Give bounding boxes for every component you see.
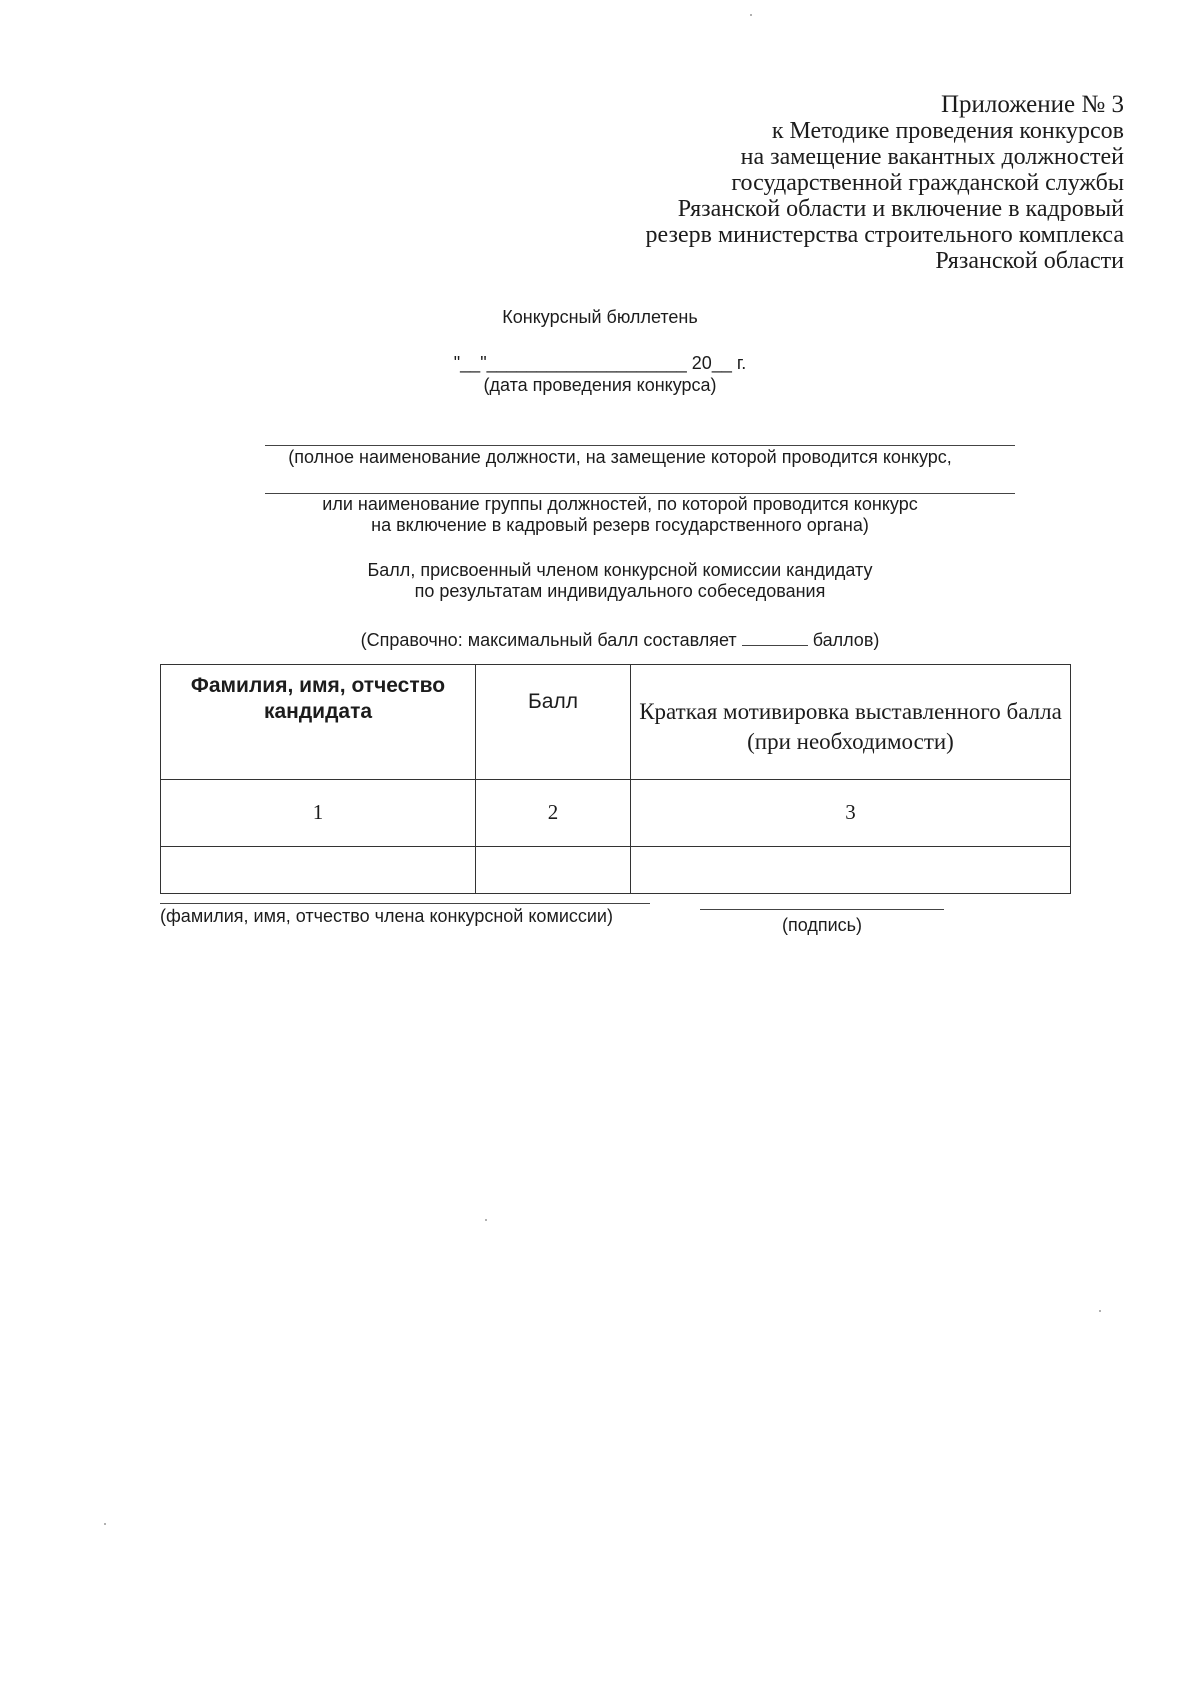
scan-speck — [750, 14, 752, 16]
scan-speck — [485, 1219, 487, 1221]
appendix-line: к Методике проведения конкурсов — [771, 118, 1124, 144]
date-line: "__"____________________ 20__ г. — [453, 353, 747, 373]
column-number: 2 — [476, 780, 631, 847]
max-score-blank — [742, 644, 808, 646]
position-fill-line — [265, 445, 1015, 446]
candidate-name-cell — [161, 847, 476, 894]
signature-fill-line — [700, 909, 944, 910]
appendix-line: на замещение вакантных должностей — [740, 144, 1124, 170]
appendix-line: государственной гражданской службы — [731, 170, 1124, 196]
column-number: 1 — [161, 780, 476, 847]
score-caption-line: по результатам индивидуального собеседования — [414, 581, 826, 601]
score-caption — [240, 560, 1000, 602]
appendix-header — [424, 92, 1124, 274]
member-name-caption: (фамилия, имя, отчество члена конкурсной комиссии) — [160, 906, 613, 926]
reference-prefix: (Справочно: максимальный балл составляет — [360, 630, 737, 650]
appendix-line: резерв министерства строительного комплекса — [645, 222, 1124, 248]
table-number-row — [161, 780, 1071, 847]
score-table — [160, 664, 1071, 894]
column-number: 3 — [631, 780, 1071, 847]
score-caption-line: Балл, присвоенный членом конкурсной комиссии кандидату — [367, 560, 873, 580]
date-caption: (дата проведения конкурса) — [483, 375, 717, 395]
appendix-line: Рязанской области — [935, 248, 1124, 274]
score-cell — [476, 847, 631, 894]
signature-caption: (подпись) — [781, 915, 863, 935]
appendix-line: Рязанской области и включение в кадровый — [677, 196, 1124, 222]
group-caption-line: или наименование группы должностей, по которой проводится конкурс — [322, 494, 918, 514]
ballot-title: Конкурсный бюллетень — [502, 307, 698, 327]
group-caption — [240, 494, 1000, 536]
position-caption: (полное наименование должности, на замещение которой проводится конкурс, — [288, 447, 952, 467]
member-name-fill-line — [160, 903, 650, 904]
scan-speck — [1099, 1310, 1101, 1312]
header-score: Балл — [476, 665, 631, 780]
group-caption-line: на включение в кадровый резерв государственного органа) — [371, 515, 869, 535]
reference-suffix: баллов) — [812, 630, 880, 650]
motivation-cell — [631, 847, 1071, 894]
table-row — [161, 847, 1071, 894]
header-candidate-name: Фамилия, имя, отчество кандидата — [161, 665, 476, 780]
header-motivation: Краткая мотивировка выставленного балла (при необходимости) — [631, 665, 1071, 780]
scan-speck — [104, 1523, 106, 1525]
reference-note — [240, 630, 1000, 651]
appendix-line: Приложение № 3 — [940, 91, 1124, 118]
table-header-row — [161, 665, 1071, 780]
